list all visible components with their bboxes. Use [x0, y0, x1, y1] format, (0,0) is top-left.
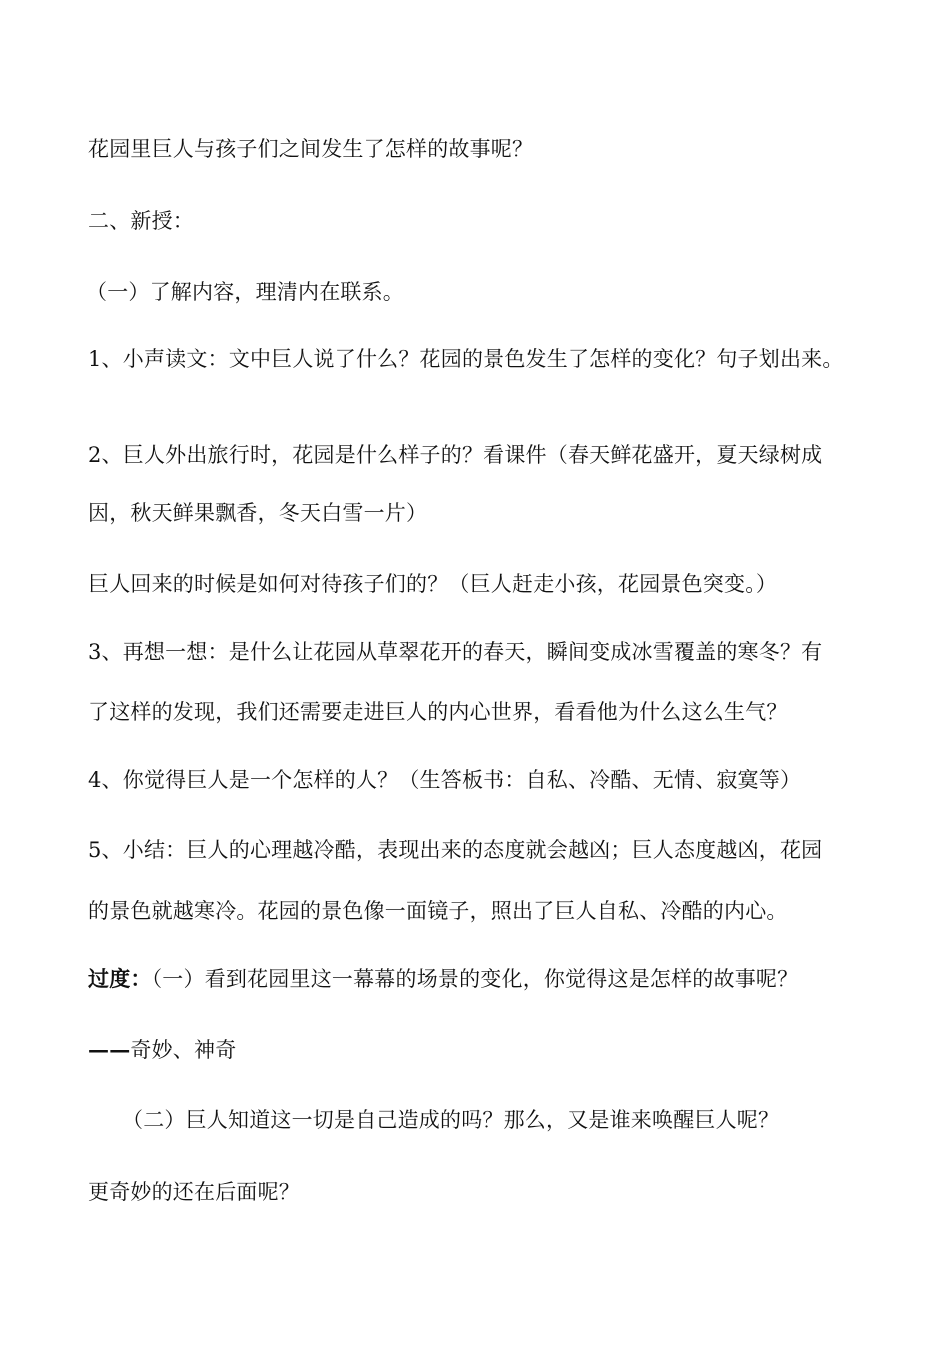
answer-dash: —— — [88, 1037, 131, 1062]
transition-label: 过度： — [88, 966, 152, 991]
transition-text: （一）看到花园里这一幕幕的场景的变化，你觉得这是怎样的故事呢？ — [151, 967, 799, 991]
section-heading-new-lesson: 二、新授： — [88, 209, 194, 233]
part-2-question: （二）巨人知道这一切是自己造成的吗？那么，又是谁来唤醒巨人呢？ — [122, 1108, 780, 1132]
item-1: 1、小声读文：文中巨人说了什么？花园的景色发生了怎样的变化？句子划出来。 — [88, 347, 844, 371]
item-3-line-2: 了这样的发现，我们还需要走进巨人的内心世界，看看他为什么这么生气？ — [88, 700, 788, 724]
answer-text: 奇妙、神奇 — [130, 1038, 237, 1062]
item-5-line-1: 5、小结：巨人的心理越冷酷，表现出来的态度就会越凶；巨人态度越凶，花园 — [88, 838, 823, 862]
item-3-line-1: 3、再想一想：是什么让花园从草翠花开的春天，瞬间变成冰雪覆盖的寒冬？有 — [88, 640, 823, 664]
answer-line — [88, 1035, 236, 1065]
transition-paragraph — [88, 964, 798, 994]
item-5-line-2: 的景色就越寒冷。花园的景色像一面镜子，照出了巨人自私、冷酷的内心。 — [88, 899, 788, 923]
closing-line: 更奇妙的还在后面呢？ — [88, 1180, 300, 1204]
giant-return-question: 巨人回来的时候是如何对待孩子们的？（巨人赶走小孩，花园景色突变。） — [88, 572, 778, 596]
item-4: 4、你觉得巨人是一个怎样的人？（生答板书：自私、冷酷、无情、寂寞等） — [88, 768, 802, 792]
item-2-line-2: 因，秋天鲜果飘香，冬天白雪一片） — [88, 501, 428, 525]
subsection-heading-1: （一）了解内容，理清内在联系。 — [86, 280, 404, 304]
item-2-line-1: 2、巨人外出旅行时，花园是什么样子的？看课件（春天鲜花盛开，夏天绿树成 — [88, 443, 823, 467]
intro-question: 花园里巨人与孩子们之间发生了怎样的故事呢？ — [88, 137, 534, 161]
